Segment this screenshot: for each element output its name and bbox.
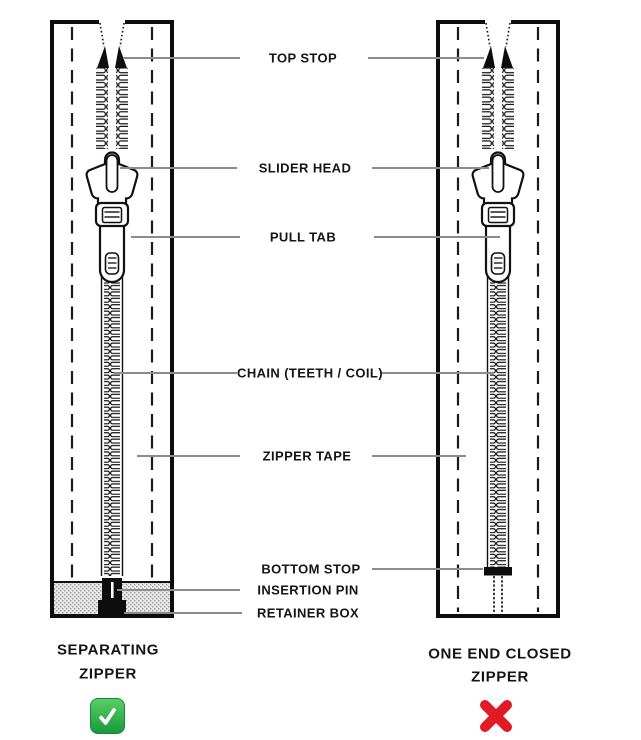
leader-pull-tab-right [374, 236, 500, 238]
slider-slot [107, 155, 118, 192]
label-pull-tab: PULL TAB [269, 229, 337, 245]
label-insertion-pin: INSERTION PIN [257, 582, 359, 598]
caption-one-end-closed-line1: ONE END CLOSED [428, 645, 572, 663]
separating-zipper-figure [46, 16, 178, 622]
insertion-pin-slot [111, 582, 114, 598]
chain-teeth-open-left [482, 68, 494, 149]
leader-top-stop-right [368, 57, 484, 59]
leader-pull-tab-left [131, 236, 240, 238]
label-slider-head: SLIDER HEAD [258, 160, 352, 176]
label-top-stop: TOP STOP [268, 50, 338, 66]
chain-teeth-open-right [116, 68, 128, 149]
chain-teeth-open-left [96, 68, 108, 149]
label-bottom-stop: BOTTOM STOP [261, 561, 361, 577]
chain-teeth-open-right [502, 68, 514, 149]
check-icon [90, 698, 125, 734]
label-zipper-tape: ZIPPER TAPE [262, 448, 352, 464]
cross-icon [476, 696, 516, 736]
one-end-closed-zipper-figure [432, 16, 564, 622]
leader-chain-left [114, 372, 237, 374]
slider-slot [493, 155, 504, 192]
leader-zipper-tape-right [372, 455, 466, 457]
leader-slider-head-right [372, 167, 489, 169]
label-chain: CHAIN (TEETH / COIL) [237, 365, 383, 381]
bottom-stop-bar [484, 567, 512, 576]
caption-separating-line1: SEPARATING [56, 641, 160, 659]
caption-separating-line2: ZIPPER [79, 665, 137, 683]
caption-one-end-closed-line2: ZIPPER [471, 668, 529, 686]
leader-bottom-stop-right [372, 568, 483, 570]
leader-retainer-box-left [124, 612, 242, 614]
leader-insertion-pin-left [117, 589, 240, 591]
leader-zipper-tape-left [137, 455, 240, 457]
leader-chain-right [381, 372, 494, 374]
retainer-box-shape [98, 600, 126, 615]
label-retainer-box: RETAINER BOX [256, 605, 360, 621]
leader-slider-head-left [120, 167, 237, 169]
leader-top-stop-left [123, 57, 240, 59]
